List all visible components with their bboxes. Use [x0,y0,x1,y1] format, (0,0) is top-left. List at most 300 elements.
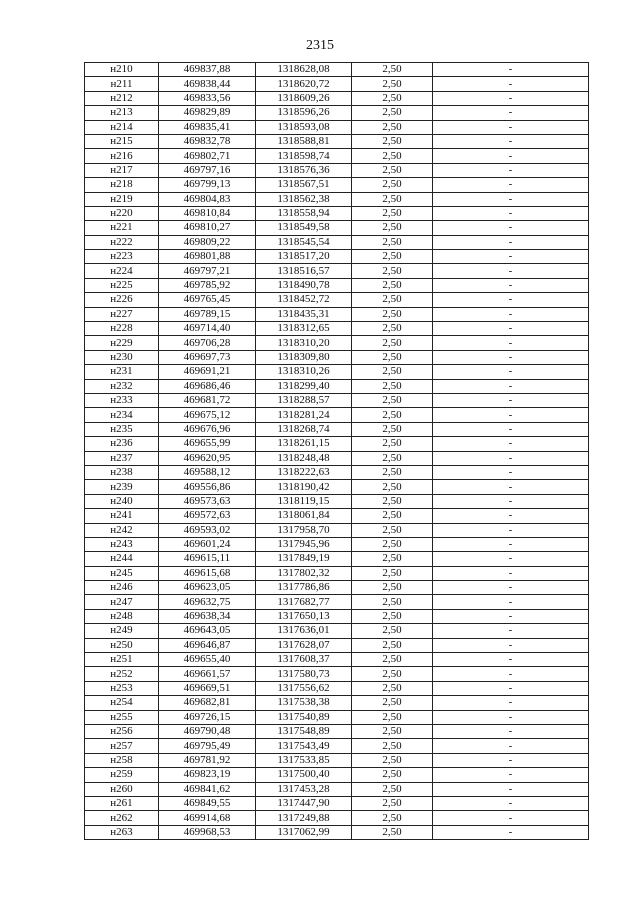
point-name-cell: н236 [85,437,159,451]
note-cell: - [433,724,589,738]
x-coordinate-cell: 469706,28 [159,336,256,350]
table-row [85,768,589,782]
error-value-cell: 2,50 [352,638,433,652]
table-row [85,336,589,350]
note-cell: - [433,264,589,278]
error-value-cell: 2,50 [352,710,433,724]
y-coordinate-cell: 1318190,42 [256,480,352,494]
x-coordinate-cell: 469801,88 [159,250,256,264]
x-coordinate-cell: 469655,99 [159,437,256,451]
x-coordinate-cell: 469726,15 [159,710,256,724]
table-row [85,480,589,494]
table-row [85,365,589,379]
note-cell: - [433,293,589,307]
table-row [85,825,589,839]
point-name-cell: н217 [85,163,159,177]
error-value-cell: 2,50 [352,509,433,523]
error-value-cell: 2,50 [352,681,433,695]
point-name-cell: н241 [85,509,159,523]
error-value-cell: 2,50 [352,206,433,220]
table-row [85,753,589,767]
error-value-cell: 2,50 [352,408,433,422]
table-row [85,566,589,580]
y-coordinate-cell: 1318598,74 [256,149,352,163]
table-row [85,624,589,638]
table-row [85,811,589,825]
note-cell: - [433,278,589,292]
table-row [85,120,589,134]
y-coordinate-cell: 1318558,94 [256,206,352,220]
x-coordinate-cell: 469588,12 [159,465,256,479]
x-coordinate-cell: 469835,41 [159,120,256,134]
x-coordinate-cell: 469686,46 [159,379,256,393]
table-row [85,724,589,738]
point-name-cell: н210 [85,63,159,77]
coordinates-table-body [85,63,589,840]
table-row [85,264,589,278]
table-row [85,163,589,177]
y-coordinate-cell: 1317500,40 [256,768,352,782]
x-coordinate-cell: 469832,78 [159,134,256,148]
point-name-cell: н218 [85,178,159,192]
point-name-cell: н233 [85,393,159,407]
error-value-cell: 2,50 [352,192,433,206]
page-number: 2315 [306,38,334,53]
table-row [85,91,589,105]
note-cell: - [433,667,589,681]
error-value-cell: 2,50 [352,523,433,537]
error-value-cell: 2,50 [352,120,433,134]
point-name-cell: н237 [85,451,159,465]
error-value-cell: 2,50 [352,796,433,810]
error-value-cell: 2,50 [352,264,433,278]
x-coordinate-cell: 469632,75 [159,595,256,609]
note-cell: - [433,221,589,235]
y-coordinate-cell: 1318248,48 [256,451,352,465]
note-cell: - [433,595,589,609]
note-cell: - [433,63,589,77]
y-coordinate-cell: 1317628,07 [256,638,352,652]
x-coordinate-cell: 469838,44 [159,77,256,91]
point-name-cell: н251 [85,653,159,667]
table-row [85,192,589,206]
y-coordinate-cell: 1318312,65 [256,322,352,336]
x-coordinate-cell: 469615,11 [159,552,256,566]
table-row [85,537,589,551]
point-name-cell: н214 [85,120,159,134]
x-coordinate-cell: 469623,05 [159,581,256,595]
table-row [85,595,589,609]
x-coordinate-cell: 469802,71 [159,149,256,163]
x-coordinate-cell: 469714,40 [159,322,256,336]
error-value-cell: 2,50 [352,782,433,796]
error-value-cell: 2,50 [352,768,433,782]
table-row [85,293,589,307]
note-cell: - [433,653,589,667]
y-coordinate-cell: 1318562,38 [256,192,352,206]
point-name-cell: н232 [85,379,159,393]
point-name-cell: н259 [85,768,159,782]
point-name-cell: н228 [85,322,159,336]
note-cell: - [433,322,589,336]
x-coordinate-cell: 469697,73 [159,350,256,364]
error-value-cell: 2,50 [352,235,433,249]
y-coordinate-cell: 1317543,49 [256,739,352,753]
table-row [85,494,589,508]
note-cell: - [433,753,589,767]
x-coordinate-cell: 469572,63 [159,509,256,523]
point-name-cell: н254 [85,696,159,710]
table-row [85,408,589,422]
point-name-cell: н235 [85,422,159,436]
error-value-cell: 2,50 [352,336,433,350]
note-cell: - [433,465,589,479]
point-name-cell: н220 [85,206,159,220]
note-cell: - [433,494,589,508]
point-name-cell: н245 [85,566,159,580]
error-value-cell: 2,50 [352,77,433,91]
error-value-cell: 2,50 [352,379,433,393]
point-name-cell: н250 [85,638,159,652]
note-cell: - [433,782,589,796]
error-value-cell: 2,50 [352,293,433,307]
note-cell: - [433,696,589,710]
error-value-cell: 2,50 [352,624,433,638]
note-cell: - [433,480,589,494]
y-coordinate-cell: 1318588,81 [256,134,352,148]
point-name-cell: н223 [85,250,159,264]
error-value-cell: 2,50 [352,350,433,364]
error-value-cell: 2,50 [352,653,433,667]
y-coordinate-cell: 1318281,24 [256,408,352,422]
point-name-cell: н234 [85,408,159,422]
table-row [85,134,589,148]
note-cell: - [433,106,589,120]
y-coordinate-cell: 1318628,08 [256,63,352,77]
table-row [85,250,589,264]
x-coordinate-cell: 469795,49 [159,739,256,753]
note-cell: - [433,379,589,393]
error-value-cell: 2,50 [352,537,433,551]
point-name-cell: н225 [85,278,159,292]
table-row [85,379,589,393]
y-coordinate-cell: 1317249,88 [256,811,352,825]
error-value-cell: 2,50 [352,365,433,379]
y-coordinate-cell: 1318435,31 [256,307,352,321]
coordinates-table [84,62,589,840]
x-coordinate-cell: 469968,53 [159,825,256,839]
y-coordinate-cell: 1317608,37 [256,653,352,667]
error-value-cell: 2,50 [352,753,433,767]
x-coordinate-cell: 469849,55 [159,796,256,810]
y-coordinate-cell: 1317556,62 [256,681,352,695]
note-cell: - [433,408,589,422]
x-coordinate-cell: 469646,87 [159,638,256,652]
y-coordinate-cell: 1318593,08 [256,120,352,134]
point-name-cell: н240 [85,494,159,508]
y-coordinate-cell: 1318310,20 [256,336,352,350]
x-coordinate-cell: 469638,34 [159,609,256,623]
table-row [85,77,589,91]
point-name-cell: н226 [85,293,159,307]
x-coordinate-cell: 469643,05 [159,624,256,638]
note-cell: - [433,523,589,537]
y-coordinate-cell: 1318596,26 [256,106,352,120]
y-coordinate-cell: 1318222,63 [256,465,352,479]
point-name-cell: н262 [85,811,159,825]
table-row [85,278,589,292]
point-name-cell: н239 [85,480,159,494]
error-value-cell: 2,50 [352,437,433,451]
note-cell: - [433,710,589,724]
table-row [85,206,589,220]
error-value-cell: 2,50 [352,451,433,465]
point-name-cell: н244 [85,552,159,566]
y-coordinate-cell: 1318576,36 [256,163,352,177]
point-name-cell: н215 [85,134,159,148]
note-cell: - [433,552,589,566]
table-row [85,509,589,523]
y-coordinate-cell: 1318061,84 [256,509,352,523]
table-row [85,653,589,667]
y-coordinate-cell: 1317533,85 [256,753,352,767]
table-row [85,609,589,623]
error-value-cell: 2,50 [352,825,433,839]
note-cell: - [433,451,589,465]
point-name-cell: н253 [85,681,159,695]
y-coordinate-cell: 1318268,74 [256,422,352,436]
note-cell: - [433,537,589,551]
point-name-cell: н255 [85,710,159,724]
error-value-cell: 2,50 [352,106,433,120]
x-coordinate-cell: 469615,68 [159,566,256,580]
y-coordinate-cell: 1318620,72 [256,77,352,91]
error-value-cell: 2,50 [352,422,433,436]
note-cell: - [433,365,589,379]
y-coordinate-cell: 1317650,13 [256,609,352,623]
point-name-cell: н212 [85,91,159,105]
point-name-cell: н231 [85,365,159,379]
x-coordinate-cell: 469804,83 [159,192,256,206]
y-coordinate-cell: 1318310,26 [256,365,352,379]
x-coordinate-cell: 469810,27 [159,221,256,235]
point-name-cell: н261 [85,796,159,810]
point-name-cell: н221 [85,221,159,235]
note-cell: - [433,178,589,192]
error-value-cell: 2,50 [352,494,433,508]
note-cell: - [433,739,589,753]
x-coordinate-cell: 469789,15 [159,307,256,321]
x-coordinate-cell: 469691,21 [159,365,256,379]
table-row [85,638,589,652]
y-coordinate-cell: 1318549,58 [256,221,352,235]
table-row [85,796,589,810]
error-value-cell: 2,50 [352,134,433,148]
note-cell: - [433,796,589,810]
table-row [85,581,589,595]
point-name-cell: н246 [85,581,159,595]
point-name-cell: н229 [85,336,159,350]
y-coordinate-cell: 1317548,89 [256,724,352,738]
note-cell: - [433,638,589,652]
note-cell: - [433,336,589,350]
x-coordinate-cell: 469841,62 [159,782,256,796]
y-coordinate-cell: 1317453,28 [256,782,352,796]
x-coordinate-cell: 469556,86 [159,480,256,494]
table-row [85,782,589,796]
error-value-cell: 2,50 [352,63,433,77]
x-coordinate-cell: 469799,13 [159,178,256,192]
error-value-cell: 2,50 [352,278,433,292]
note-cell: - [433,120,589,134]
error-value-cell: 2,50 [352,221,433,235]
point-name-cell: н242 [85,523,159,537]
x-coordinate-cell: 469785,92 [159,278,256,292]
point-name-cell: н216 [85,149,159,163]
note-cell: - [433,566,589,580]
point-name-cell: н252 [85,667,159,681]
y-coordinate-cell: 1318119,15 [256,494,352,508]
note-cell: - [433,235,589,249]
y-coordinate-cell: 1317958,70 [256,523,352,537]
note-cell: - [433,350,589,364]
table-row [85,739,589,753]
note-cell: - [433,393,589,407]
error-value-cell: 2,50 [352,566,433,580]
y-coordinate-cell: 1318452,72 [256,293,352,307]
error-value-cell: 2,50 [352,480,433,494]
point-name-cell: н243 [85,537,159,551]
error-value-cell: 2,50 [352,307,433,321]
error-value-cell: 2,50 [352,465,433,479]
y-coordinate-cell: 1317062,99 [256,825,352,839]
error-value-cell: 2,50 [352,250,433,264]
y-coordinate-cell: 1317849,19 [256,552,352,566]
error-value-cell: 2,50 [352,811,433,825]
point-name-cell: н247 [85,595,159,609]
x-coordinate-cell: 469833,56 [159,91,256,105]
point-name-cell: н248 [85,609,159,623]
error-value-cell: 2,50 [352,696,433,710]
table-row [85,422,589,436]
table-row [85,696,589,710]
table-row [85,106,589,120]
y-coordinate-cell: 1318261,15 [256,437,352,451]
x-coordinate-cell: 469797,21 [159,264,256,278]
y-coordinate-cell: 1317538,38 [256,696,352,710]
x-coordinate-cell: 469809,22 [159,235,256,249]
x-coordinate-cell: 469781,92 [159,753,256,767]
x-coordinate-cell: 469790,48 [159,724,256,738]
point-name-cell: н238 [85,465,159,479]
error-value-cell: 2,50 [352,609,433,623]
y-coordinate-cell: 1317945,96 [256,537,352,551]
table-row [85,710,589,724]
note-cell: - [433,422,589,436]
y-coordinate-cell: 1318517,20 [256,250,352,264]
table-row [85,465,589,479]
table-row [85,681,589,695]
point-name-cell: н211 [85,77,159,91]
table-row [85,451,589,465]
point-name-cell: н257 [85,739,159,753]
table-row [85,437,589,451]
point-name-cell: н256 [85,724,159,738]
point-name-cell: н260 [85,782,159,796]
note-cell: - [433,250,589,264]
y-coordinate-cell: 1317580,73 [256,667,352,681]
error-value-cell: 2,50 [352,595,433,609]
x-coordinate-cell: 469573,63 [159,494,256,508]
x-coordinate-cell: 469676,96 [159,422,256,436]
table-row [85,307,589,321]
y-coordinate-cell: 1318609,26 [256,91,352,105]
table-row [85,178,589,192]
note-cell: - [433,681,589,695]
x-coordinate-cell: 469837,88 [159,63,256,77]
error-value-cell: 2,50 [352,178,433,192]
x-coordinate-cell: 469810,84 [159,206,256,220]
note-cell: - [433,134,589,148]
error-value-cell: 2,50 [352,739,433,753]
error-value-cell: 2,50 [352,552,433,566]
point-name-cell: н227 [85,307,159,321]
table-row [85,235,589,249]
error-value-cell: 2,50 [352,149,433,163]
y-coordinate-cell: 1317786,86 [256,581,352,595]
y-coordinate-cell: 1317802,32 [256,566,352,580]
y-coordinate-cell: 1317682,77 [256,595,352,609]
note-cell: - [433,163,589,177]
table-row [85,63,589,77]
y-coordinate-cell: 1318567,51 [256,178,352,192]
point-name-cell: н219 [85,192,159,206]
x-coordinate-cell: 469829,89 [159,106,256,120]
x-coordinate-cell: 469669,51 [159,681,256,695]
error-value-cell: 2,50 [352,393,433,407]
note-cell: - [433,91,589,105]
y-coordinate-cell: 1318516,57 [256,264,352,278]
note-cell: - [433,437,589,451]
point-name-cell: н230 [85,350,159,364]
x-coordinate-cell: 469661,57 [159,667,256,681]
point-name-cell: н249 [85,624,159,638]
x-coordinate-cell: 469765,45 [159,293,256,307]
note-cell: - [433,77,589,91]
note-cell: - [433,206,589,220]
x-coordinate-cell: 469593,02 [159,523,256,537]
y-coordinate-cell: 1318299,40 [256,379,352,393]
table-row [85,667,589,681]
error-value-cell: 2,50 [352,91,433,105]
note-cell: - [433,509,589,523]
error-value-cell: 2,50 [352,667,433,681]
x-coordinate-cell: 469823,19 [159,768,256,782]
y-coordinate-cell: 1317447,90 [256,796,352,810]
note-cell: - [433,581,589,595]
table-row [85,149,589,163]
x-coordinate-cell: 469675,12 [159,408,256,422]
x-coordinate-cell: 469620,95 [159,451,256,465]
table-row [85,393,589,407]
note-cell: - [433,307,589,321]
point-name-cell: н224 [85,264,159,278]
y-coordinate-cell: 1318545,54 [256,235,352,249]
note-cell: - [433,192,589,206]
table-row [85,552,589,566]
x-coordinate-cell: 469682,81 [159,696,256,710]
x-coordinate-cell: 469797,16 [159,163,256,177]
